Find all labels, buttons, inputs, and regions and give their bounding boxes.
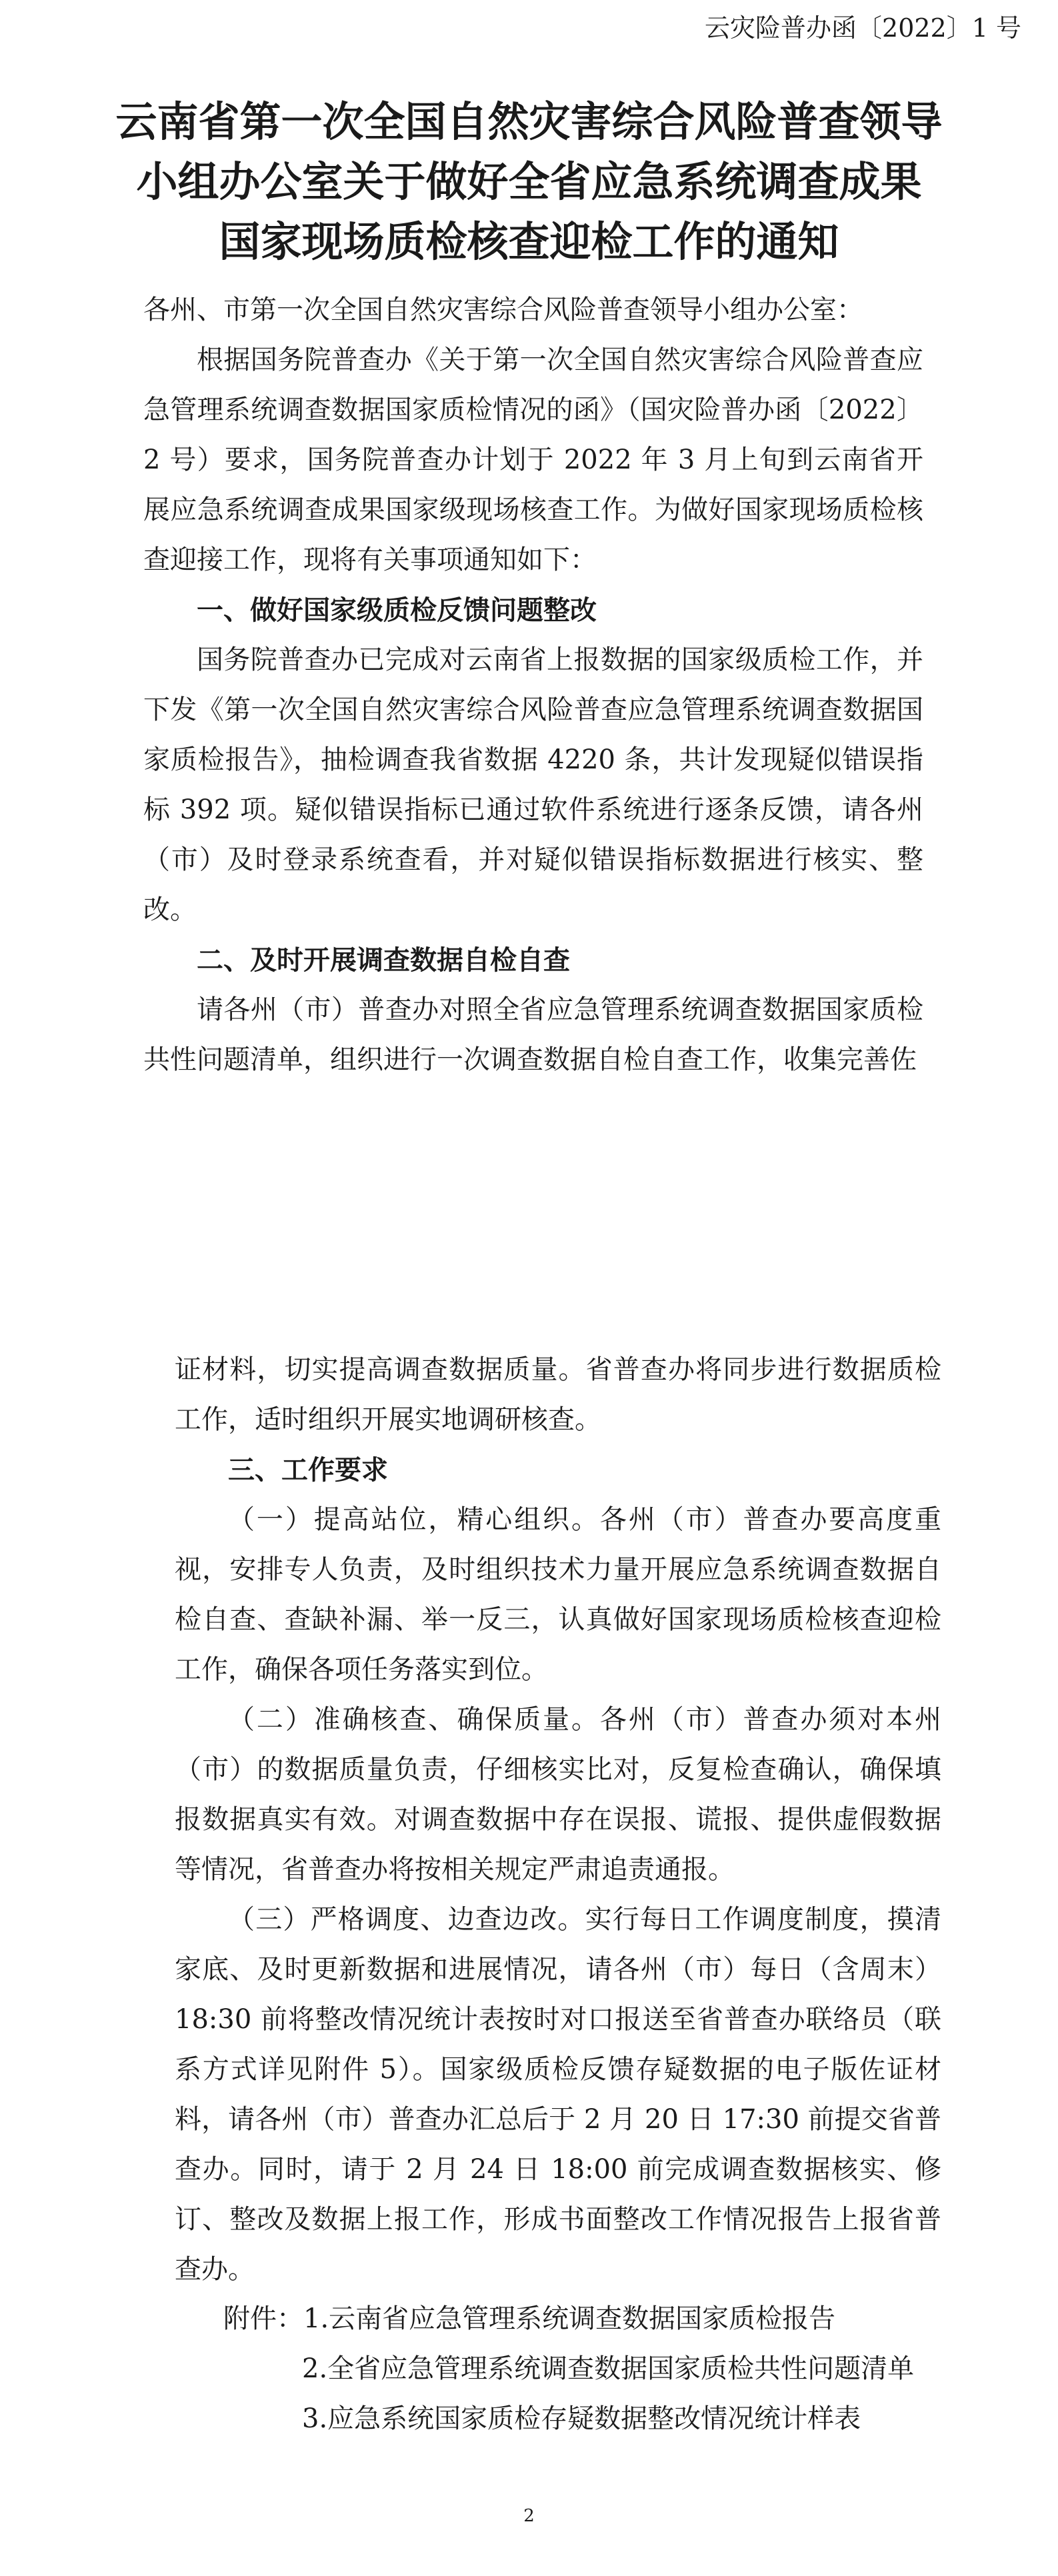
- document-number: 云灾险普办函〔2022〕1 号: [705, 13, 1021, 43]
- attachment-title: 1.云南省应急管理系统调查数据国家质检报告: [303, 2303, 836, 2334]
- requirement-2: （二）准确核查、确保质量。各州（市）普查办须对本州（市）的数据质量负责，仔细核实比对，反复检查确认，确保填报数据真实有效。对调查数据中存在误报、谎报、提供虚假数据等情况，省普查办将按相关规定严肃追责通报。: [175, 1704, 941, 1885]
- title-line: 小组办公室关于做好全省应急系统调查成果: [136, 157, 922, 206]
- attachments-label: 附件：: [223, 2303, 303, 2334]
- section-heading-1: 一、做好国家级质检反馈问题整改: [197, 595, 597, 626]
- requirement-3: （三）严格调度、边查边改。实行每日工作调度制度，摸清家底、及时更新数据和进展情况，请各州（市）每日（含周末）18:30 前将整改情况统计表按时对口报送至省普查办联络员（联系方式详见附件 5）。国家级质检反馈存疑数据的电子版佐证材料，请各州（市）普查办汇总后于 2 月 20 日 17:30 前提交省普查办。同时，请于 2 月 24 日 18:00 前完成调查数据核实、修订、整改及数据上报工作，形成书面整改工作情况报告上报省普查办。: [175, 1904, 941, 2285]
- intro-paragraph: 根据国务院普查办《关于第一次全国自然灾害综合风险普查应急管理系统调查数据国家质检情况的函》（国灾险普办函〔2022〕2 号）要求，国务院普查办计划于 2022 年 3 月上旬到云南省开展应急系统调查成果国家级现场核查工作。为做好国家现场质检核查迎接工作，现将有关事项通知如下：: [143, 345, 923, 575]
- title-line: 云南省第一次全国自然灾害综合风险普查领导: [115, 97, 943, 146]
- section-heading-3: 三、工作要求: [228, 1454, 388, 1486]
- page-number: 2: [523, 2506, 535, 2526]
- attachment-title: 2.全省应急管理系统调查数据国家质检共性问题清单: [302, 2353, 915, 2384]
- paragraph-1: 国务院普查办已完成对云南省上报数据的国家级质检工作，并下发《第一次全国自然灾害综合风险普查应急管理系统调查数据国家质检报告》，抽检调查我省数据 4220 条，共计发现疑似错误指标 392 项。疑似错误指标已通过软件系统进行逐条反馈，请各州（市）及时登录系统查看，并对疑似错误指标数据进行核实、整改。: [143, 644, 923, 925]
- body-section-1: [143, 285, 923, 1085]
- section-heading-2: 二、及时开展调查数据自检自查: [197, 944, 570, 976]
- title-line: 国家现场质检核查迎检工作的通知: [219, 217, 839, 266]
- attachment-item: [223, 2394, 914, 2444]
- attachments-list: [223, 2294, 914, 2444]
- body-section-2: [175, 1345, 941, 2295]
- paragraph-2-continued: 证材料，切实提高调查数据质量。省普查办将同步进行数据质检工作，适时组织开展实地调研核查。: [175, 1354, 941, 1435]
- requirement-1: （一）提高站位，精心组织。各州（市）普查办要高度重视，安排专人负责，及时组织技术力量开展应急系统调查数据自检自查、查缺补漏、举一反三，认真做好国家现场质检核查迎检工作，确保各项任务落实到位。: [175, 1504, 941, 1685]
- salutation: 各州、市第一次全国自然灾害综合风险普查领导小组办公室：: [143, 295, 863, 325]
- attachment-item: [223, 2344, 914, 2394]
- attachment-item: [223, 2294, 914, 2344]
- attachment-title: 3.应急系统国家质检存疑数据整改情况统计样表: [302, 2403, 861, 2434]
- document-title: [80, 92, 978, 272]
- paragraph-2-start: 请各州（市）普查办对照全省应急管理系统调查数据国家质检共性问题清单，组织进行一次调查数据自检自查工作，收集完善佐: [143, 994, 923, 1075]
